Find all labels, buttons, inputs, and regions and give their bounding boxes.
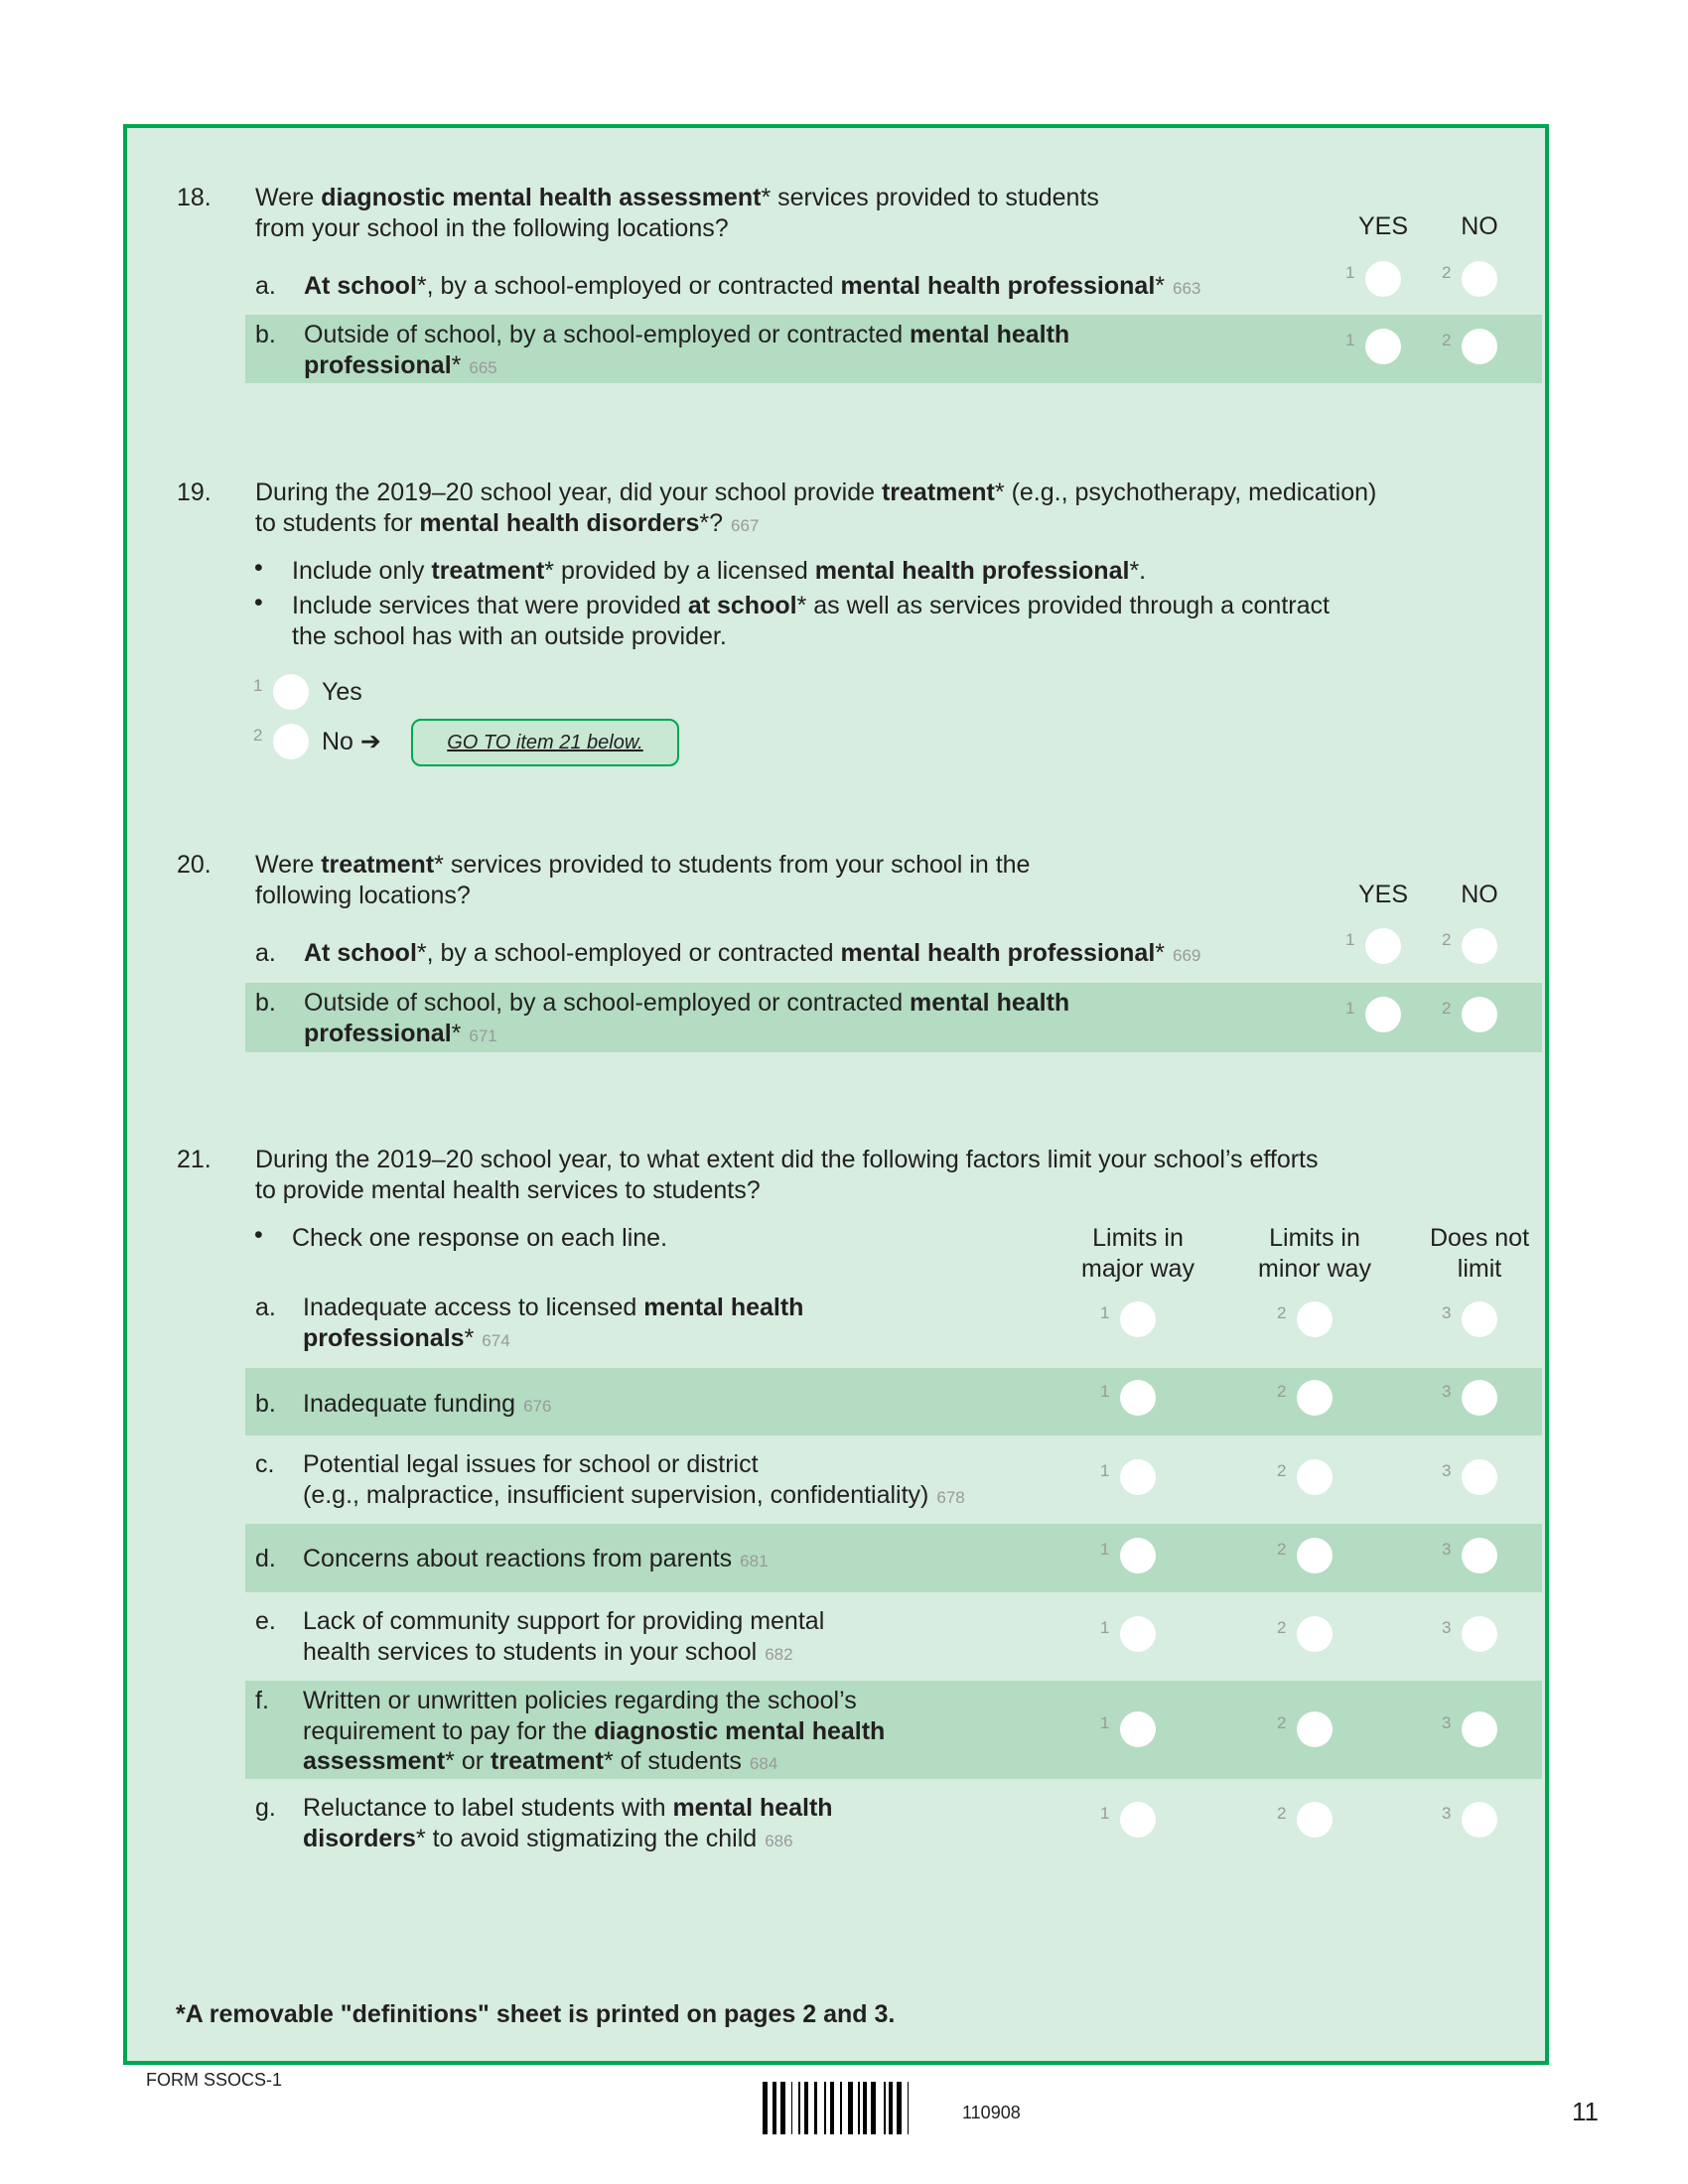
item-text [303, 1793, 833, 1856]
text-segment: During the 2019–20 school year, did your school provide [255, 478, 882, 506]
text-segment: * services provided to students [761, 184, 1099, 211]
no-header: NO [1461, 212, 1498, 240]
text-line [255, 183, 1099, 213]
item-letter: a. [255, 272, 276, 300]
header-line: Does not [1429, 1224, 1530, 1252]
header-line: minor way [1258, 1254, 1371, 1283]
option-number: 2 [1442, 999, 1452, 1018]
text-line [304, 271, 1200, 305]
no-radio[interactable] [1462, 329, 1497, 364]
option-number: 1 [1100, 1303, 1110, 1322]
response-radio-1[interactable] [1120, 1459, 1156, 1495]
item-letter: a. [255, 1294, 276, 1321]
answer-label: Yes [322, 678, 362, 706]
text-line [292, 591, 1330, 621]
text-segment: Inadequate access to licensed [303, 1294, 644, 1321]
header-line: major way [1081, 1254, 1195, 1283]
text-line [292, 621, 1330, 652]
barcode-bar [830, 2082, 835, 2134]
bold-term: assessment [303, 1747, 446, 1775]
bold-term: professionals [303, 1323, 465, 1352]
text-line [304, 1019, 1069, 1052]
question-text [255, 478, 1376, 541]
bold-term: mental health professional [840, 939, 1156, 967]
response-radio-3[interactable] [1462, 1301, 1497, 1337]
text-segment: * to avoid stigmatizing the child [415, 1824, 758, 1852]
bullet-icon: • [254, 1221, 263, 1249]
footnote: *A removable "definitions" sheet is printed on pages 2 and 3. [176, 2000, 896, 2028]
response-radio-2[interactable] [1297, 1380, 1333, 1416]
item-text [303, 1544, 769, 1577]
option-number: 3 [1442, 1804, 1452, 1823]
text-segment: (e.g., malpractice, insufficient supervision, confidentiality) [303, 1480, 929, 1509]
text-line [303, 1323, 803, 1357]
item-text [303, 1606, 824, 1670]
option-number: 3 [1442, 1540, 1452, 1559]
text-segment: * services provided to students from your school in the [434, 851, 1031, 879]
bold-term: treatment [431, 557, 545, 585]
header-line: Limits in [1269, 1224, 1360, 1252]
text-segment: * (e.g., psychotherapy, medication) [994, 478, 1377, 506]
option-number: 2 [1442, 263, 1452, 282]
item-code: 686 [765, 1831, 793, 1850]
text-segment: * [451, 350, 462, 379]
bold-term: treatment [491, 1747, 604, 1775]
response-radio-3[interactable] [1462, 1459, 1497, 1495]
bold-term: diagnostic mental health assessment [321, 184, 762, 211]
text-segment: requirement to pay for the [303, 1716, 595, 1745]
bold-term: mental health professional [840, 272, 1156, 300]
barcode-bar [791, 2082, 793, 2134]
bold-term: professional [304, 1019, 452, 1047]
question-number: 18. [177, 184, 211, 211]
barcode-bar [848, 2082, 853, 2134]
item-text [303, 1293, 803, 1356]
text-line [255, 881, 1030, 911]
response-radio-3[interactable] [1462, 1380, 1497, 1416]
text-line [304, 320, 1069, 350]
item-letter: g. [255, 1794, 276, 1822]
page-number: 11 [1572, 2097, 1599, 2126]
no-radio[interactable] [1462, 928, 1497, 964]
text-segment: Concerns about reactions from parents [303, 1545, 733, 1572]
item-text [303, 1686, 885, 1780]
item-code: 678 [936, 1487, 965, 1507]
item-code: 663 [1173, 279, 1201, 298]
yes-header: YES [1357, 212, 1409, 240]
barcode-bar [763, 2082, 768, 2134]
text-line [255, 850, 1030, 881]
item-text [304, 988, 1069, 1051]
text-segment: to students for [255, 508, 420, 537]
bold-term: mental health [643, 1294, 804, 1321]
response-radio-3[interactable] [1462, 1802, 1497, 1838]
bold-term: disorders [303, 1824, 416, 1852]
text-line [304, 350, 1069, 384]
barcode-bar [889, 2082, 892, 2134]
option-number: 1 [1100, 1540, 1110, 1559]
option-number: 1 [1100, 1461, 1110, 1480]
bold-term: mental health [672, 1794, 833, 1822]
item-code: 681 [740, 1552, 769, 1570]
text-segment: * [1155, 939, 1166, 967]
barcode-number: 110908 [962, 2103, 1021, 2122]
text-line [255, 478, 1376, 508]
text-segment: Inadequate funding [303, 1390, 516, 1418]
column-header [1225, 1223, 1404, 1284]
answer-label: No ➔ [322, 728, 381, 755]
barcode-bar [884, 2082, 886, 2134]
barcode-bar [798, 2082, 800, 2134]
question-text [255, 183, 1099, 243]
text-line [303, 1793, 833, 1824]
yes-radio[interactable] [1365, 928, 1401, 964]
item-code: 674 [482, 1330, 510, 1350]
response-radio-2[interactable] [1297, 1616, 1333, 1652]
text-segment: *? [699, 508, 724, 537]
text-line [303, 1389, 551, 1423]
bold-term: mental health [910, 321, 1070, 348]
option-number: 2 [1277, 1804, 1287, 1823]
option-number: 3 [1442, 1303, 1452, 1322]
text-line [255, 508, 1376, 542]
option-number: 1 [1100, 1713, 1110, 1732]
text-segment: *. [1129, 557, 1147, 585]
response-radio-2[interactable] [1297, 1711, 1333, 1747]
item-code: 684 [749, 1754, 778, 1773]
text-line [255, 1145, 1319, 1175]
bold-term: mental health [910, 989, 1070, 1017]
item-code: 667 [731, 515, 760, 535]
text-segment: * or [445, 1747, 492, 1775]
option-number: 2 [1442, 930, 1452, 949]
answer-radio-no[interactable] [273, 724, 309, 759]
text-line [304, 988, 1069, 1019]
text-line [303, 1544, 769, 1577]
question-number: 19. [177, 478, 211, 506]
option-number: 1 [1345, 930, 1355, 949]
text-line [255, 1175, 1319, 1206]
text-line [255, 213, 1099, 244]
barcode-bar [804, 2082, 809, 2134]
item-code: 676 [523, 1397, 552, 1416]
option-number: 3 [1442, 1713, 1452, 1732]
header-line: limit [1457, 1254, 1502, 1283]
text-segment: * provided by a licensed [544, 557, 815, 585]
item-code: 671 [469, 1025, 497, 1045]
goto-instruction: GO TO item 21 below. [411, 719, 679, 766]
response-radio-2[interactable] [1297, 1459, 1333, 1495]
bullet-text: Check one response on each line. [292, 1224, 668, 1252]
bullet-icon: • [254, 589, 263, 616]
response-radio-3[interactable] [1462, 1711, 1497, 1747]
text-segment: Include only [292, 557, 432, 585]
item-text [304, 271, 1200, 305]
response-radio-1[interactable] [1120, 1802, 1156, 1838]
item-letter: e. [255, 1607, 276, 1635]
response-radio-3[interactable] [1462, 1616, 1497, 1652]
yes-radio[interactable] [1365, 261, 1401, 297]
text-line [303, 1686, 885, 1716]
item-letter: a. [255, 939, 276, 967]
bold-term: diagnostic mental health [594, 1716, 886, 1745]
text-line [303, 1824, 833, 1857]
bold-term: at school [687, 592, 797, 619]
option-number: 1 [1345, 999, 1355, 1018]
text-line [303, 1293, 803, 1323]
response-radio-1[interactable] [1120, 1538, 1156, 1573]
text-segment: Outside of school, by a school-employed or contracted [304, 989, 911, 1017]
option-number: 2 [1277, 1461, 1287, 1480]
text-segment: Were [255, 851, 322, 879]
yes-header: YES [1357, 881, 1409, 908]
question-text [255, 850, 1030, 910]
barcode-bar [897, 2082, 902, 2134]
barcode-bar [871, 2082, 876, 2134]
yes-radio[interactable] [1365, 329, 1401, 364]
option-number: 3 [1442, 1618, 1452, 1637]
response-radio-2[interactable] [1297, 1301, 1333, 1337]
text-line [303, 1637, 824, 1671]
response-radio-2[interactable] [1297, 1802, 1333, 1838]
barcode-bar [814, 2082, 817, 2134]
bullet-text [292, 591, 1330, 651]
yes-radio[interactable] [1365, 997, 1401, 1032]
barcode-bar [840, 2082, 842, 2134]
option-number: 1 [1100, 1382, 1110, 1401]
text-line [304, 938, 1200, 972]
option-number: 1 [1100, 1618, 1110, 1637]
question-number: 20. [177, 851, 211, 879]
item-text [303, 1389, 551, 1423]
item-letter: b. [255, 1390, 276, 1418]
text-segment: Reluctance to label students with [303, 1794, 673, 1822]
option-number: 3 [1442, 1461, 1452, 1480]
item-code: 669 [1173, 946, 1201, 965]
bold-term: mental health professional [814, 557, 1130, 585]
text-line [303, 1480, 965, 1514]
bold-term: mental health disorders [419, 508, 700, 537]
option-number: 1 [1345, 263, 1355, 282]
option-number: 2 [1277, 1713, 1287, 1732]
text-segment: *, by a school-employed or contracted [416, 939, 841, 967]
no-header: NO [1461, 881, 1498, 908]
column-header [1049, 1223, 1227, 1284]
bullet-icon: • [254, 554, 263, 582]
barcode-bar [824, 2082, 826, 2134]
text-segment: following locations? [255, 881, 471, 909]
item-letter: b. [255, 989, 276, 1017]
text-segment: Written or unwritten policies regarding the school’s [303, 1687, 857, 1714]
item-text [304, 320, 1069, 383]
text-line [303, 1746, 885, 1780]
item-letter: b. [255, 321, 276, 348]
barcode-bar [858, 2082, 860, 2134]
text-segment: * [1155, 272, 1166, 300]
barcode-bar [773, 2082, 775, 2134]
option-number: 2 [1277, 1540, 1287, 1559]
item-letter: f. [255, 1687, 269, 1714]
option-number: 2 [1277, 1618, 1287, 1637]
response-radio-1[interactable] [1120, 1301, 1156, 1337]
option-number: 1 [1100, 1804, 1110, 1823]
text-line [292, 556, 1146, 587]
text-segment: Lack of community support for providing mental [303, 1607, 825, 1635]
barcode-bar [908, 2082, 910, 2134]
text-segment: * [451, 1019, 462, 1047]
barcode-bar [780, 2082, 785, 2134]
bold-term: treatment [881, 478, 995, 506]
item-code: 682 [765, 1644, 793, 1664]
bold-term: At school [304, 939, 417, 967]
form-id: FORM SSOCS-1 [146, 2070, 283, 2090]
text-segment: health services to students in your school [303, 1637, 758, 1666]
text-segment: During the 2019–20 school year, to what extent did the following factors limit your school’s efforts [255, 1146, 1319, 1173]
bullet-text [292, 556, 1146, 587]
answer-radio-yes[interactable] [273, 674, 309, 710]
text-line [303, 1606, 824, 1637]
text-segment: from your school in the following locations? [255, 213, 729, 242]
text-segment: * [464, 1323, 475, 1352]
text-segment: Outside of school, by a school-employed or contracted [304, 321, 911, 348]
item-text [304, 938, 1200, 972]
option-number: 1 [253, 676, 263, 695]
response-radio-3[interactable] [1462, 1538, 1497, 1573]
item-letter: c. [255, 1450, 275, 1478]
item-code: 665 [469, 357, 497, 377]
option-number: 2 [1277, 1303, 1287, 1322]
question-text [255, 1145, 1319, 1205]
column-header [1390, 1223, 1569, 1284]
question-number: 21. [177, 1146, 211, 1173]
response-radio-1[interactable] [1120, 1711, 1156, 1747]
option-number: 3 [1442, 1382, 1452, 1401]
text-segment: Were [255, 184, 322, 211]
header-line: Limits in [1092, 1224, 1184, 1252]
text-segment: * as well as services provided through a contract [796, 592, 1330, 619]
response-radio-2[interactable] [1297, 1538, 1333, 1573]
no-radio[interactable] [1462, 261, 1497, 297]
barcode [763, 2082, 942, 2134]
option-number: 1 [1345, 331, 1355, 349]
no-radio[interactable] [1462, 997, 1497, 1032]
bold-term: treatment [321, 851, 435, 879]
option-number: 2 [1277, 1382, 1287, 1401]
response-radio-1[interactable] [1120, 1380, 1156, 1416]
barcode-bar [863, 2082, 866, 2134]
text-segment: Potential legal issues for school or district [303, 1450, 759, 1478]
text-segment: Include services that were provided [292, 592, 688, 619]
text-segment: * of students [603, 1747, 742, 1775]
text-segment: the school has with an outside provider. [292, 621, 727, 650]
response-radio-1[interactable] [1120, 1616, 1156, 1652]
item-text [303, 1449, 965, 1513]
text-line [303, 1449, 965, 1480]
bold-term: professional [304, 350, 452, 379]
option-number: 2 [253, 726, 263, 745]
text-segment: *, by a school-employed or contracted [416, 272, 841, 300]
text-line [303, 1716, 885, 1747]
option-number: 2 [1442, 331, 1452, 349]
item-letter: d. [255, 1545, 276, 1572]
text-segment: to provide mental health services to students? [255, 1175, 761, 1204]
bold-term: At school [304, 272, 417, 300]
